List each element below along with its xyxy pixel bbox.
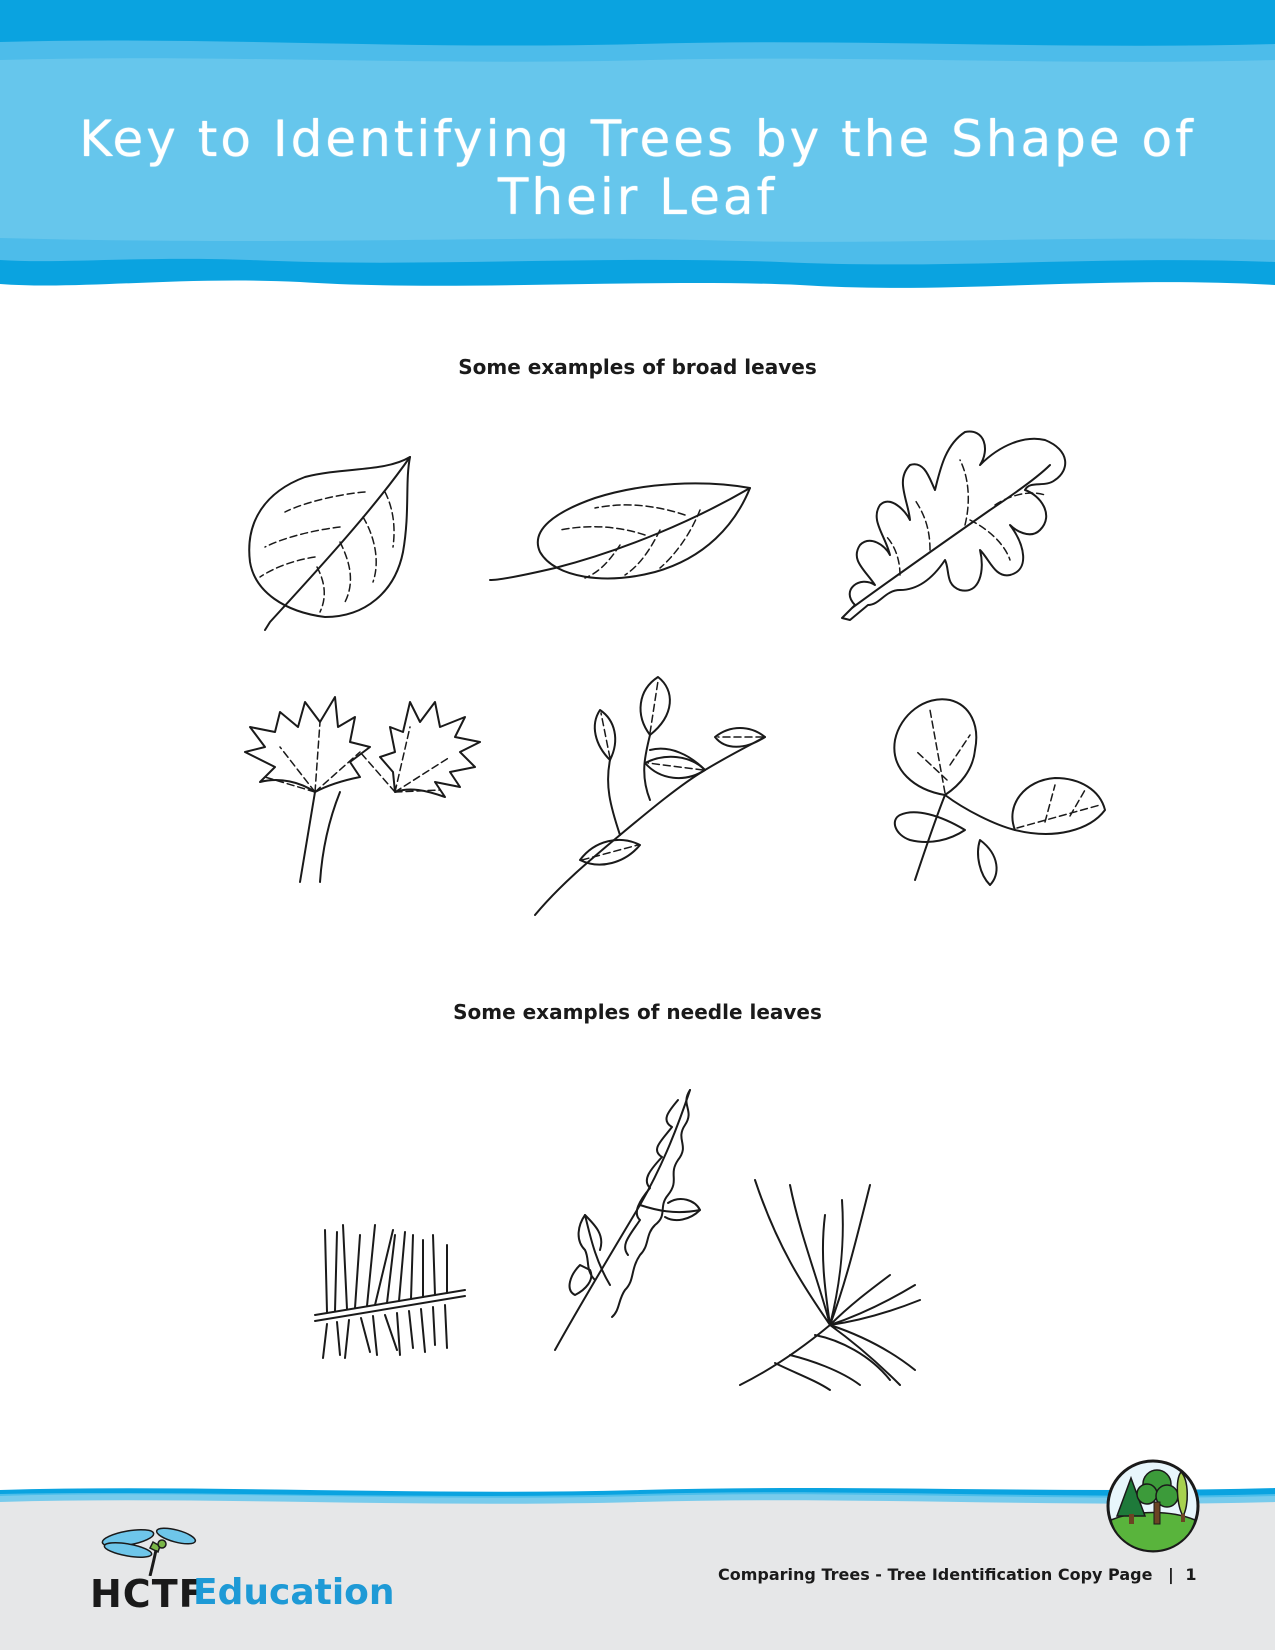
maple-leaves-icon [220,672,490,882]
cherry-leaf-icon [485,480,755,605]
poplar-leaf-icon [245,452,420,632]
header-banner [0,0,1275,300]
dragonfly-icon [98,1520,198,1576]
page-number: 1 [1185,1565,1197,1584]
hctf-education-logo [90,1520,395,1620]
trees-badge-icon [1105,1458,1201,1554]
cedar-scale-leaves-icon [550,1085,720,1355]
oak-leaf-icon [830,420,1075,620]
broad-leaves-heading: Some examples of broad leaves [458,355,817,379]
alder-branch-icon [530,675,770,915]
brand-education-text: Education [193,1572,395,1613]
fir-needles-icon [315,1220,465,1360]
caption-text: Comparing Trees - Tree Identification Copy Page [718,1565,1153,1584]
pine-needles-icon [730,1175,920,1390]
caption-separator: | [1168,1565,1174,1584]
brand-hctf-text: HCTF [90,1572,206,1616]
hawthorn-branch-icon [855,690,1110,905]
footer-caption [718,1565,1197,1584]
needle-leaves-heading: Some examples of needle leaves [453,1000,822,1024]
page-title: Key to Identifying Trees by the Shape of Their Leaf [79,110,1196,226]
